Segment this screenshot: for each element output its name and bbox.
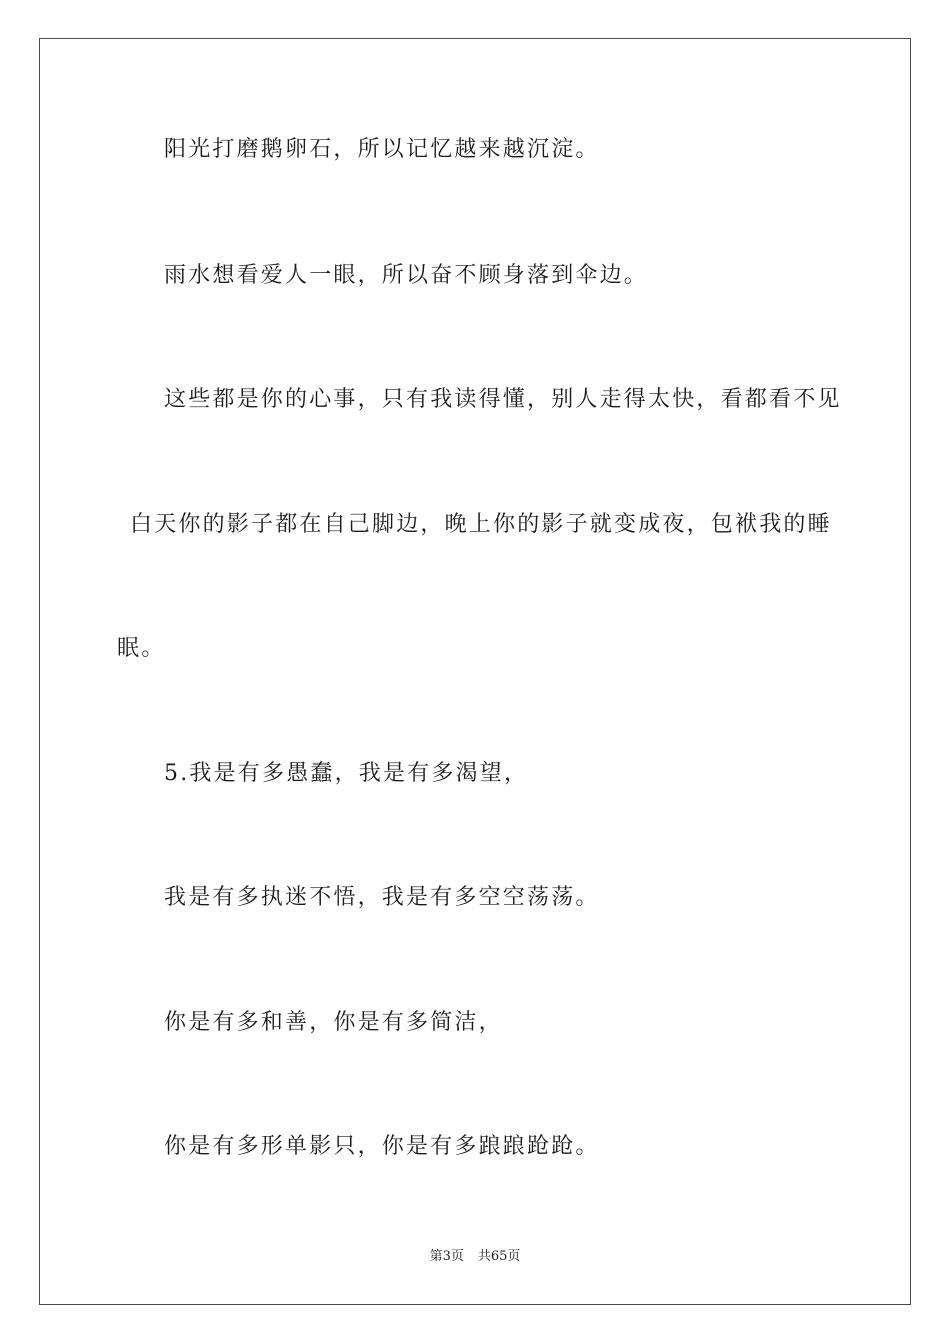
paragraph-line-1: 阳光打磨鹅卵石，所以记忆越来越沉淀。 — [164, 137, 600, 162]
page-total: 共65页 — [477, 1249, 521, 1264]
paragraph-line-6: 5.我是有多愚蠢，我是有多渴望， — [164, 761, 529, 786]
paragraph-line-5: 眠。 — [117, 636, 166, 661]
page-border — [39, 38, 911, 1305]
paragraph-line-2: 雨水想看爱人一眼，所以奋不顾身落到伞边。 — [164, 263, 649, 288]
paragraph-line-9: 你是有多形单影只，你是有多踉踉跄跄。 — [164, 1134, 600, 1159]
page-footer — [0, 1248, 950, 1266]
paragraph-line-4: 白天你的影子都在自己脚边，晚上你的影子就变成夜，包袱我的睡 — [130, 512, 832, 537]
paragraph-line-3: 这些都是你的心事，只有我读得懂，别人走得太快，看都看不见 — [164, 387, 842, 412]
paragraph-line-7: 我是有多执迷不悟，我是有多空空荡荡。 — [164, 885, 600, 910]
page-number: 第3页 — [429, 1249, 464, 1264]
paragraph-line-8: 你是有多和善，你是有多简洁， — [164, 1010, 503, 1035]
